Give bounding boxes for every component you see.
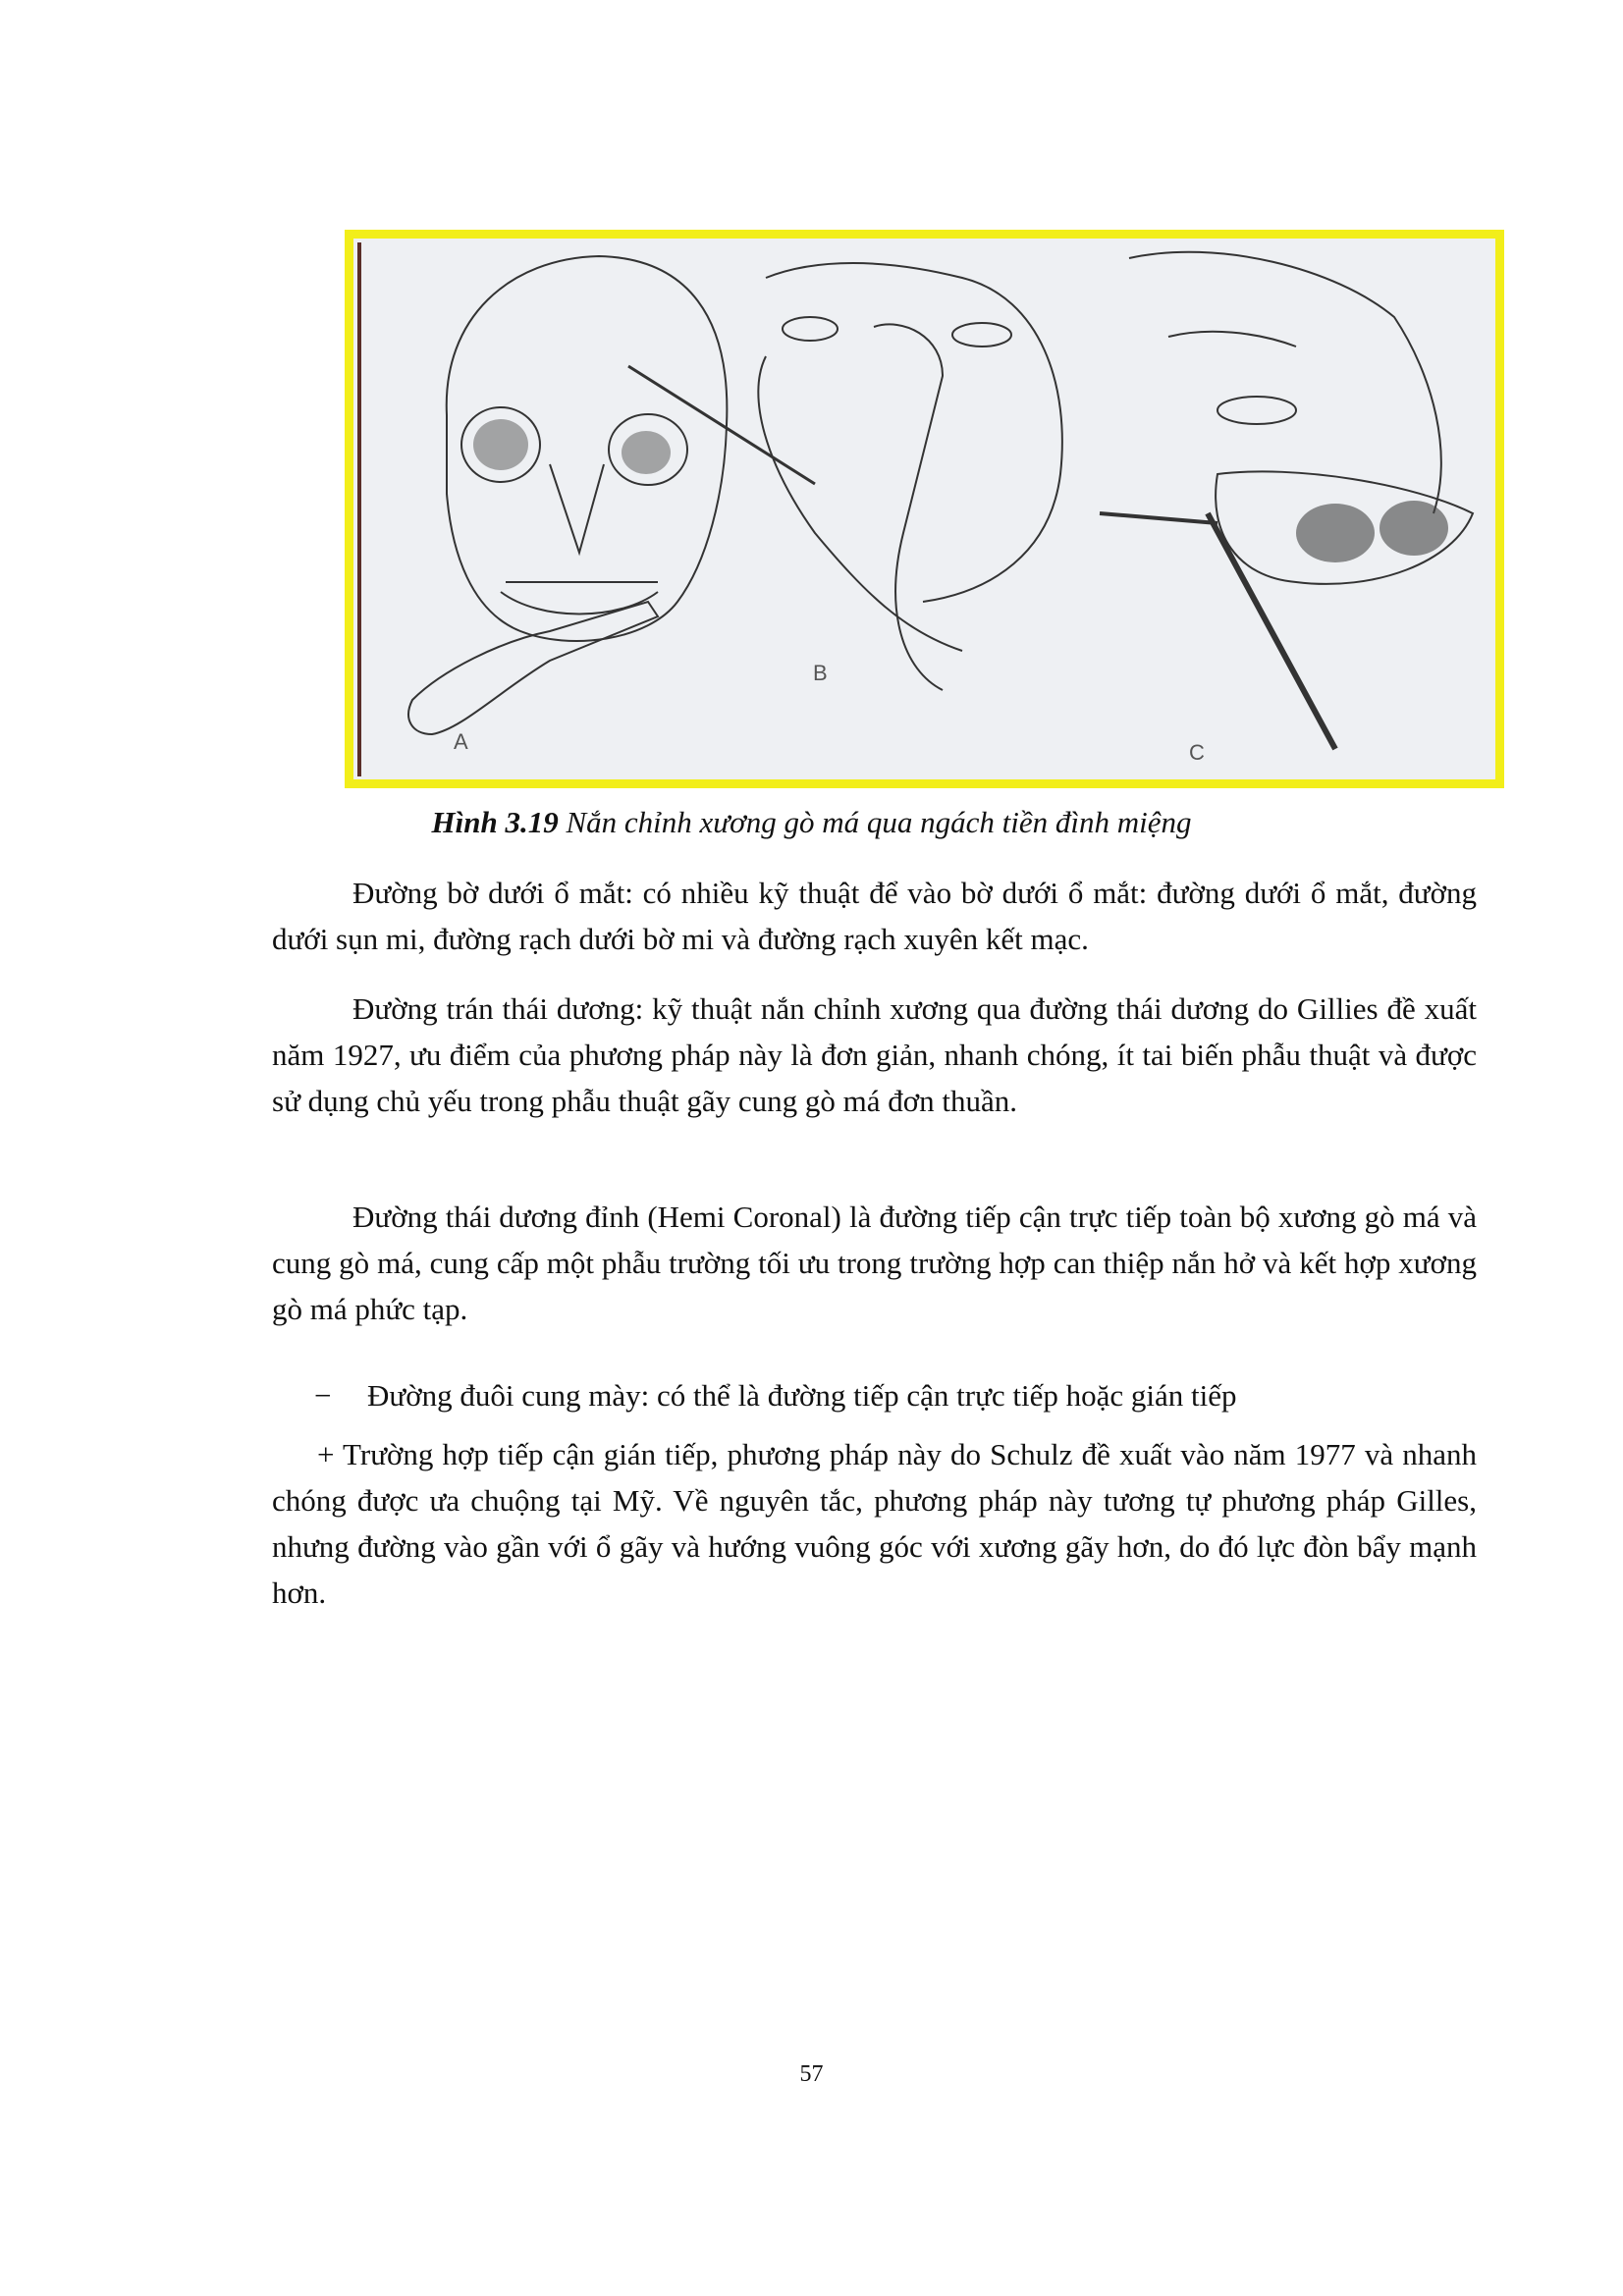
surgical-illustration	[353, 239, 1495, 779]
paragraph-infraorbital: Đường bờ dưới ổ mắt: có nhiều kỹ thuật để vào bờ dưới ổ mắt: đường dưới ổ mắt, đường dưới sụn mi, đường rạch dưới bờ mi và đường rạch xuyên kết mạc.	[272, 876, 1477, 956]
figure-illustration	[353, 239, 1495, 779]
paragraph-temporal: Đường trán thái dương: kỹ thuật nắn chỉnh xương qua đường thái dương do Gillies đề xuất năm 1927, ưu điểm của phương pháp này là đơn giản, nhanh chóng, ít tai biến phẫu thuật và được sử dụng chủ yếu trong phẫu thuật gãy cung gò má đơn thuần.	[272, 991, 1477, 1118]
figure-caption	[0, 805, 1623, 840]
paragraph-hemi-coronal: Đường thái dương đỉnh (Hemi Coronal) là đường tiếp cận trực tiếp toàn bộ xương gò má và cung gò má, cung cấp một phẫu trường tối ưu trong trường hợp can thiệp nắn hở và kết hợp xương gò má phức tạp.	[272, 1200, 1477, 1326]
paragraph-indirect-approach: + Trường hợp tiếp cận gián tiếp, phương pháp này do Schulz đề xuất vào năm 1977 và nhanh chóng được ưa chuộng tại Mỹ. Về nguyên tắc, phương pháp này tương tự phương pháp Gilles, nhưng đường vào gần với ổ gãy và hướng vuông góc với xương gãy hơn, do đó lực đòn bẩy mạnh hơn.	[272, 1437, 1477, 1610]
bullet-marker: −	[314, 1378, 332, 1413]
panel-c-oral-shade	[1296, 504, 1375, 562]
figure-3-19	[345, 230, 1504, 788]
panel-a-orbit-shade-right	[622, 431, 671, 474]
panel-label-c: C	[1189, 740, 1205, 765]
panel-a-orbit-shade	[473, 419, 528, 470]
figure-caption-text: Nắn chỉnh xương gò má qua ngách tiền đình miệng	[566, 805, 1192, 839]
page-number: 57	[799, 2061, 824, 2087]
figure-number: Hình 3.19	[431, 805, 559, 839]
panel-label-b: B	[813, 661, 828, 685]
bullet-text: Đường đuôi cung mày: có thể là đường tiếp cận trực tiếp hoặc gián tiếp	[367, 1378, 1237, 1413]
bullet-eyebrow-approach	[314, 1372, 1237, 1418]
panel-label-a: A	[454, 729, 468, 754]
panel-c-oral-shade-right	[1380, 501, 1448, 556]
